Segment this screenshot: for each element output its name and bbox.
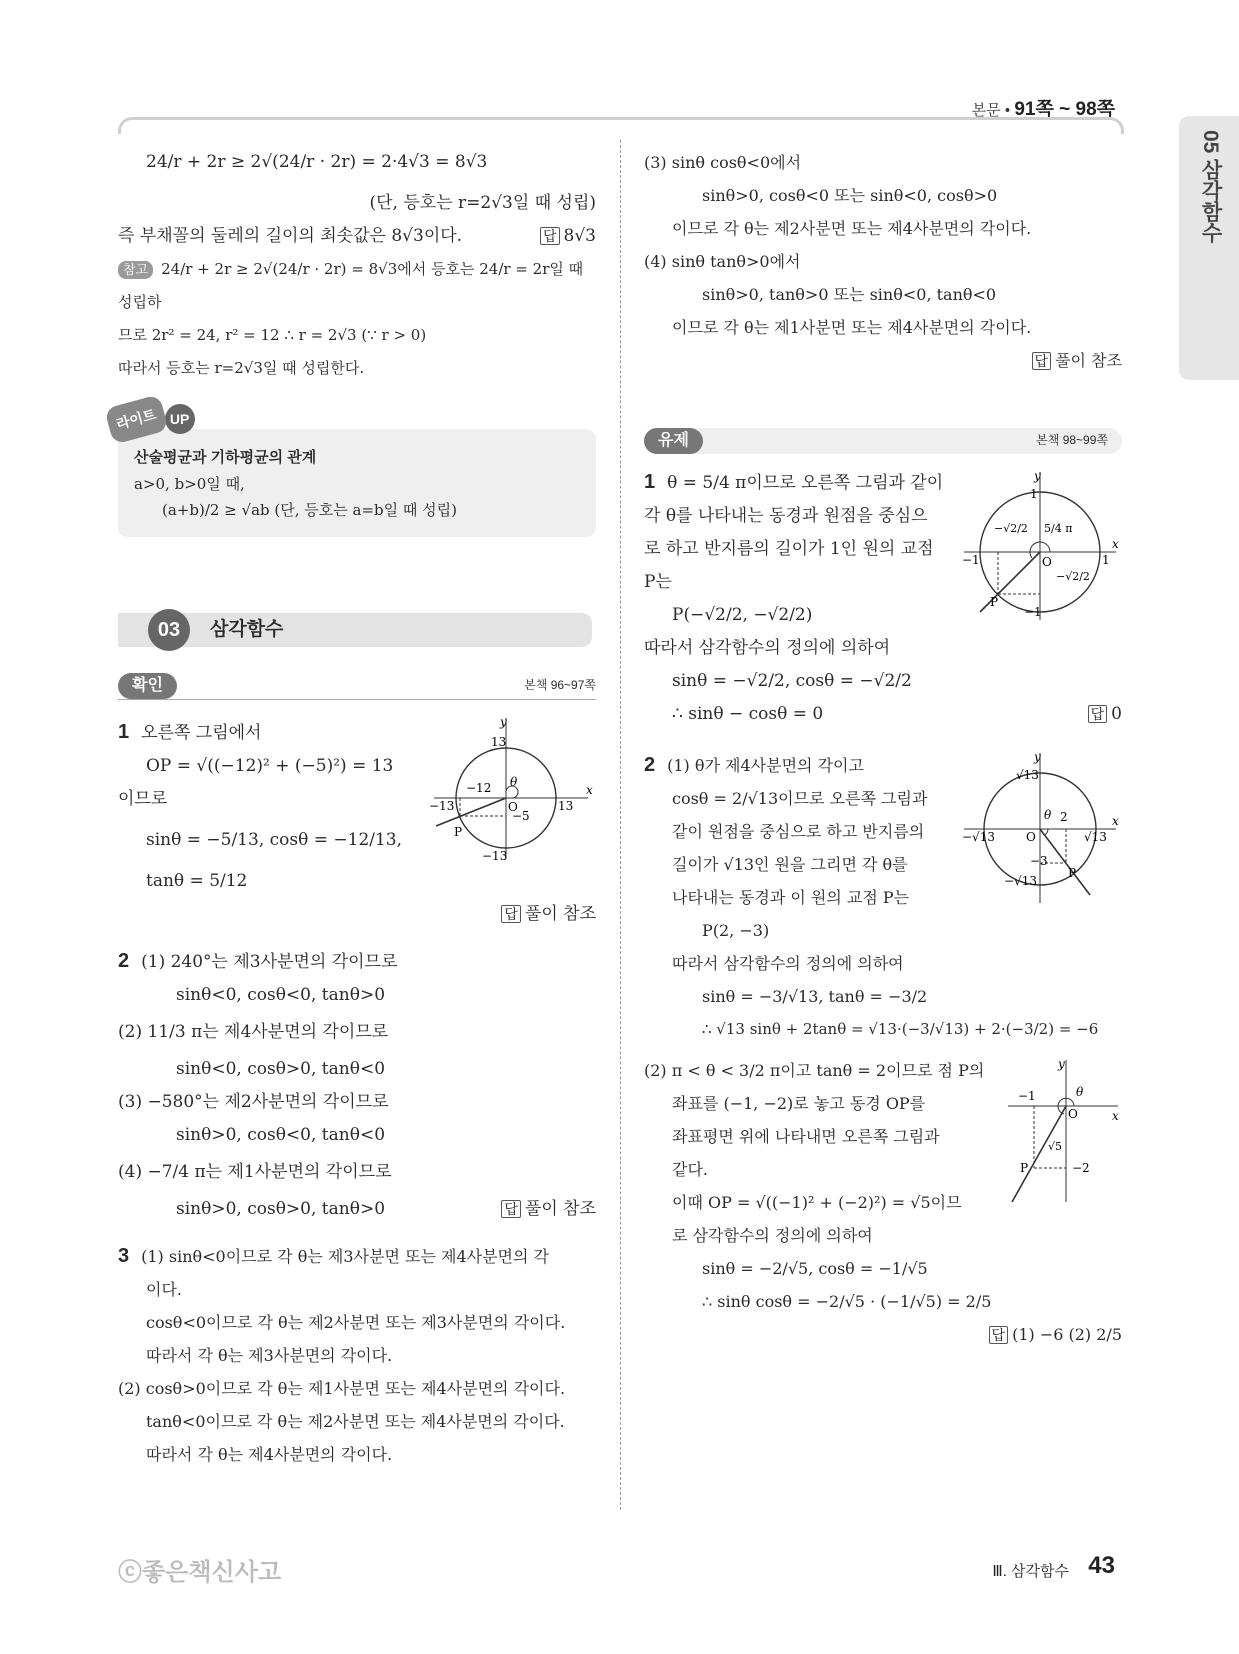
p1-line-1: 1 오른쪽 그림에서 — [118, 721, 262, 743]
y-top-label: 1 — [1030, 487, 1038, 501]
yuje-page-ref: 본책 98~99쪽 — [1036, 433, 1108, 447]
y1-line-6: 따라서 삼각함수의 정의에 의하여 — [644, 638, 891, 658]
v-label: −3 — [1030, 854, 1048, 868]
y2-line-16: sinθ = −2/√5, cosθ = −1/√5 — [702, 1259, 928, 1278]
yuje-header — [644, 428, 1122, 454]
chapter-side-tab-label: 05 삼각함수 — [1199, 130, 1222, 244]
br-label: −√2/2 — [1056, 570, 1090, 583]
origin-label: O — [1026, 830, 1036, 844]
p3c-line-3: 이므로 각 θ는 제2사분면 또는 제4사분면의 각이다. — [672, 219, 1032, 238]
point-label: P — [1068, 866, 1077, 880]
y2-line-6: P(2, −3) — [702, 921, 770, 940]
p1-answer: 답 풀이 참조 — [118, 898, 596, 931]
x-axis-label: x — [1112, 814, 1119, 828]
y1-line-7: sinθ = −√2/2, cosθ = −√2/2 — [672, 671, 912, 691]
p2-line-8: sinθ>0, cosθ>0, tanθ>0 답 풀이 참조 — [118, 1193, 596, 1226]
p3-number: 3 — [118, 1245, 130, 1267]
origin-label: O — [1042, 555, 1052, 569]
answer-mark-icon: 답 — [501, 1200, 521, 1218]
p1-line-3: 이므로 — [118, 789, 168, 809]
y2-line-8: sinθ = −3/√13, tanθ = −3/2 — [702, 987, 928, 1006]
h-label: −1 — [1018, 1089, 1036, 1103]
x-left-label: −13 — [429, 799, 455, 813]
light-up-badge: 라이트 UP — [108, 401, 195, 438]
note-line-1: 참고 24/r + 2r ≥ 2√(24/r · 2r) = 8√3에서 등호는 24/r = 2r일 때 성립하 — [118, 260, 584, 311]
p3-line-3: cosθ<0이므로 각 θ는 제2사분면 또는 제3사분면의 각이다. — [146, 1313, 566, 1332]
x-axis-label: x — [1112, 537, 1119, 551]
yuje-problem-2 — [644, 749, 1122, 1352]
answer-mark-icon: 답 — [1088, 705, 1108, 723]
yuje-label: 유제 — [644, 428, 703, 454]
y2-line-2: cosθ = 2/√13이므로 오른쪽 그림과 — [672, 789, 928, 808]
p1-line-4: sinθ = −5/13, cosθ = −12/13, — [146, 830, 403, 850]
equality-condition: (단, 등호는 r=2√3일 때 성립) — [369, 193, 596, 213]
check-header — [118, 669, 596, 700]
light-up-box — [114, 406, 596, 537]
publisher-logo: ⓒ좋은책신사고 — [118, 1559, 282, 1586]
p1-line-2: OP = √((−12)² + (−5)²) = 13 — [146, 756, 394, 776]
h-label: −12 — [466, 781, 492, 795]
y1-line-5: P(−√2/2, −√2/2) — [672, 605, 813, 625]
figure-circle-13 — [426, 716, 596, 866]
origin-label: O — [1068, 1107, 1078, 1121]
min-perimeter-line — [118, 220, 596, 253]
light-up-line-1: a>0, b>0일 때, — [134, 475, 245, 493]
page-number: 43 — [1088, 1552, 1115, 1579]
v-label: −2 — [1072, 1161, 1090, 1175]
min-perimeter-text: 즉 부채꼴의 둘레의 길이의 최솟값은 8√3이다. — [118, 226, 463, 246]
p3c-answer: 답 풀이 참조 — [644, 344, 1122, 378]
h-label: 2 — [1060, 810, 1068, 824]
y1-line-2: 각 θ를 나타내는 동경과 원점을 중심으 — [644, 506, 928, 526]
x-right-label: 1 — [1102, 553, 1110, 567]
p1-number: 1 — [118, 721, 130, 743]
section-title: 삼각함수 — [210, 619, 284, 640]
y-bottom-label: −13 — [482, 849, 508, 863]
section-number: 03 — [148, 609, 190, 651]
min-perimeter-answer: 답 8√3 — [540, 220, 596, 253]
p2-line-6: sinθ>0, cosθ<0, tanθ<0 — [176, 1125, 386, 1145]
p3-line-2: 이다. — [146, 1280, 182, 1299]
y2-answer: 답 (1) −6 (2) 2/5 — [644, 1318, 1122, 1352]
note-line-2: 므로 2r² = 24, r² = 12 ∴ r = 2√3 (∵ r > 0) — [118, 326, 427, 344]
x-right-label: 13 — [558, 799, 574, 813]
y2-line-12: 좌표평면 위에 나타내면 오른쪽 그림과 — [672, 1127, 940, 1146]
answer-mark-icon: 답 — [989, 1326, 1009, 1344]
p3-continued — [644, 146, 1122, 378]
figure-unit-circle — [960, 466, 1122, 622]
p2-line-1: 2 (1) 240°는 제3사분면의 각이므로 — [118, 950, 398, 972]
p2-line-5: (3) −580°는 제2사분면의 각이므로 — [118, 1092, 389, 1112]
left-column — [114, 146, 596, 1471]
angle-label: θ — [1076, 1085, 1084, 1099]
point-label: P — [990, 595, 999, 609]
y1-answer: 답 0 — [1088, 698, 1122, 731]
y2-line-15: 로 삼각함수의 정의에 의하여 — [672, 1226, 873, 1245]
p2-line-3: (2) 11/3 π는 제4사분면의 각이므로 — [118, 1022, 389, 1042]
y2-line-17: ∴ sinθ cosθ = −2/√5 · (−1/√5) = 2/5 — [702, 1292, 992, 1311]
p3c-line-5: sinθ>0, tanθ>0 또는 sinθ<0, tanθ<0 — [702, 285, 997, 304]
y2-line-14: 이때 OP = √((−1)² + (−2)²) = √5이므 — [672, 1193, 962, 1212]
y-axis-label: y — [1034, 750, 1041, 764]
y2-line-7: 따라서 삼각함수의 정의에 의하여 — [672, 954, 904, 973]
p1-line-5: tanθ = 5/12 — [146, 871, 248, 891]
p3-line-7: 따라서 각 θ는 제4사분면의 각이다. — [146, 1445, 393, 1464]
origin-label: O — [508, 800, 518, 814]
y2-line-11: 좌표를 (−1, −2)로 놓고 동경 OP를 — [672, 1094, 926, 1113]
p3c-line-6: 이므로 각 θ는 제1사분면 또는 제4사분면의 각이다. — [672, 318, 1032, 337]
y2-line-10: (2) π < θ < 3/2 π이고 tanθ = 2이므로 점 P의 — [644, 1061, 985, 1080]
p3-line-5: (2) cosθ>0이므로 각 θ는 제1사분면 또는 제4사분면의 각이다. — [118, 1379, 566, 1398]
right-column — [644, 146, 1122, 1352]
check-problem-3 — [118, 1240, 596, 1471]
check-problem-2 — [118, 945, 596, 1226]
y-bottom-label: −√13 — [1004, 874, 1037, 888]
y1-line-4: P는 — [644, 572, 672, 592]
point-label: P — [1020, 1161, 1029, 1175]
p2-line-2: sinθ<0, cosθ<0, tanθ>0 — [176, 985, 386, 1005]
x-right-label: √13 — [1084, 830, 1107, 844]
note-line-3: 따라서 등호는 r=2√3일 때 성립한다. — [118, 359, 365, 377]
note-tag: 참고 — [118, 261, 153, 279]
y1-number: 1 — [644, 471, 656, 493]
p3c-line-2: sinθ>0, cosθ<0 또는 sinθ<0, cosθ>0 — [702, 186, 998, 205]
angle-label: θ — [1044, 808, 1052, 822]
figure-circle-sqrt13 — [960, 749, 1122, 905]
y1-line-1: 1 θ = 5/4 π이므로 오른쪽 그림과 같이 — [644, 471, 944, 493]
check-problem-1 — [118, 716, 596, 931]
angle-label: 5/4 π — [1044, 522, 1073, 535]
am-gm-inequality: 24/r + 2r ≥ 2√(24/r · 2r) = 2·4√3 = 8√3 — [146, 152, 488, 172]
y2-number: 2 — [644, 754, 656, 776]
yuje-problem-1 — [644, 466, 1122, 731]
answer-mark-icon: 답 — [540, 227, 560, 245]
section-header — [118, 609, 596, 651]
p2-number: 2 — [118, 950, 130, 972]
p3-line-1: 3 (1) sinθ<0이므로 각 θ는 제3사분면 또는 제4사분면의 각 — [118, 1245, 549, 1267]
p2-line-4: sinθ<0, cosθ>0, tanθ<0 — [176, 1059, 386, 1079]
chapter-side-tab[interactable] — [1179, 116, 1239, 380]
p2-line-7: (4) −7/4 π는 제1사분면의 각이므로 — [118, 1162, 392, 1182]
y1-line-8: ∴ sinθ − cosθ = 0 답 0 — [644, 698, 1122, 731]
y-top-label: √13 — [1016, 768, 1039, 782]
y2-line-3: 같이 원점을 중심으로 하고 반지름의 — [672, 822, 925, 841]
y2-line-1: 2 (1) θ가 제4사분면의 각이고 — [644, 754, 864, 776]
y-axis-label: y — [1034, 469, 1041, 483]
y-bottom-label: −1 — [1024, 605, 1042, 619]
v-label: −5 — [512, 809, 530, 823]
y-axis-label: y — [1058, 1057, 1065, 1071]
p3c-line-4: (4) sinθ tanθ>0에서 — [644, 252, 801, 271]
footer-unit: Ⅲ. 삼각함수 — [992, 1563, 1069, 1580]
y1-line-3: 로 하고 반지름의 길이가 1인 원의 교점 — [644, 539, 934, 559]
p3-line-6: tanθ<0이므로 각 θ는 제2사분면 또는 제4사분면의 각이다. — [146, 1412, 565, 1431]
y-axis-label: y — [500, 716, 507, 729]
figure-line-op — [1004, 1056, 1122, 1206]
check-page-ref: 본책 96~97쪽 — [524, 678, 596, 692]
angle-label: θ — [510, 775, 518, 789]
tl-label: −√2/2 — [994, 522, 1028, 535]
p3-line-4: 따라서 각 θ는 제3사분면의 각이다. — [146, 1346, 393, 1365]
p3c-line-1: (3) sinθ cosθ<0에서 — [644, 153, 802, 172]
column-divider — [620, 140, 621, 1510]
top-rule — [118, 117, 1124, 134]
y2-line-13: 같다. — [672, 1160, 708, 1179]
y2-line-9: ∴ √13 sinθ + 2tanθ = √13·(−3/√13) + 2·(−3/2) = −6 — [702, 1020, 1099, 1038]
light-up-title: 산술평균과 기하평균의 관계 — [134, 449, 317, 466]
y2-line-4: 길이가 √13인 원을 그리면 각 θ를 — [672, 855, 908, 874]
point-label: P — [454, 825, 463, 839]
answer-mark-icon: 답 — [501, 905, 521, 923]
header-page-range: 91쪽 ~ 98쪽 — [1014, 99, 1115, 120]
seg-label: √5 — [1048, 1140, 1063, 1153]
header-prefix: 본문 • — [971, 102, 1011, 119]
check-label: 확인 — [118, 673, 177, 699]
x-left-label: −1 — [962, 553, 980, 567]
x-left-label: −√13 — [962, 830, 995, 844]
answer-mark-icon: 답 — [1032, 352, 1052, 370]
p2-answer: 답 풀이 참조 — [501, 1193, 596, 1226]
y2-line-5: 나타내는 동경과 이 원의 교점 P는 — [672, 888, 910, 907]
x-axis-label: x — [1112, 1109, 1119, 1123]
x-axis-label: x — [586, 783, 593, 797]
y-top-label: 13 — [491, 735, 507, 749]
light-up-line-2: (a+b)/2 ≥ √ab (단, 등호는 a=b일 때 성립) — [162, 501, 457, 519]
